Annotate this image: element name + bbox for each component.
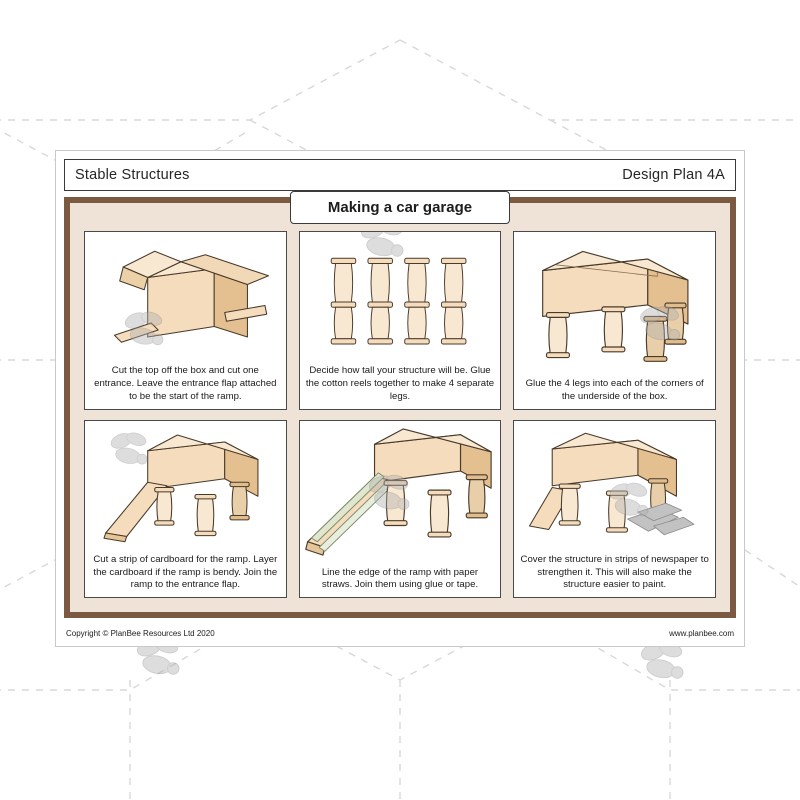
step-card-3 xyxy=(513,231,716,410)
step-5-illustration xyxy=(300,421,501,565)
step-3-illustration xyxy=(514,232,715,376)
step-card-5 xyxy=(299,420,502,599)
step-card-1 xyxy=(84,231,287,410)
step-card-4 xyxy=(84,420,287,599)
bee-watermark-icon xyxy=(352,231,410,262)
step-4-caption: Cut a strip of cardboard for the ramp. Layer the cardboard if the ramp is bendy. Join the ramp to the entrance flap. xyxy=(93,553,278,591)
step-4-illustration xyxy=(85,421,286,552)
step-2-illustration xyxy=(300,232,501,363)
step-5-caption: Line the edge of the ramp with paper straws. Join them using glue or tape. xyxy=(321,566,479,591)
page-title-text: Making a car garage xyxy=(327,199,473,216)
step-2-caption: Decide how tall your structure will be. Glue the cotton reels together to make 4 separate legs. xyxy=(305,365,495,402)
step-1-caption: Cut the top off the box and cut one entrance. Leave the entrance flap attached to be the start of the ramp. xyxy=(94,365,277,402)
header-left-label: Stable Structures xyxy=(75,167,190,183)
copyright-text: Copyright © PlanBee Resources Ltd 2020 xyxy=(66,628,215,638)
bee-watermark-icon xyxy=(602,481,654,521)
bee-watermark-icon xyxy=(632,304,686,346)
bee-watermark-icon xyxy=(360,473,416,515)
instruction-frame xyxy=(64,197,736,618)
website-link[interactable]: www.planbee.com xyxy=(669,628,734,638)
step-1-illustration xyxy=(85,232,286,363)
instruction-frame-inner xyxy=(76,209,724,606)
step-6-illustration xyxy=(514,421,715,552)
worksheet-sheet xyxy=(55,150,745,647)
page-title xyxy=(290,191,510,224)
sheet-footer xyxy=(66,625,734,641)
bee-watermark-icon xyxy=(103,431,153,469)
bee-watermark-icon xyxy=(117,310,169,350)
step-card-2 xyxy=(299,231,502,410)
header-right-label: Design Plan 4A xyxy=(622,167,725,183)
sheet-header xyxy=(64,159,736,191)
step-3-caption: Glue the 4 legs into each of the corners of the underside of the box. xyxy=(525,378,704,402)
steps-grid xyxy=(84,231,716,598)
step-card-6 xyxy=(513,420,716,599)
step-6-caption: Cover the structure in strips of newspaper to strengthen it. This will also make the structure easier to paint. xyxy=(520,553,709,591)
